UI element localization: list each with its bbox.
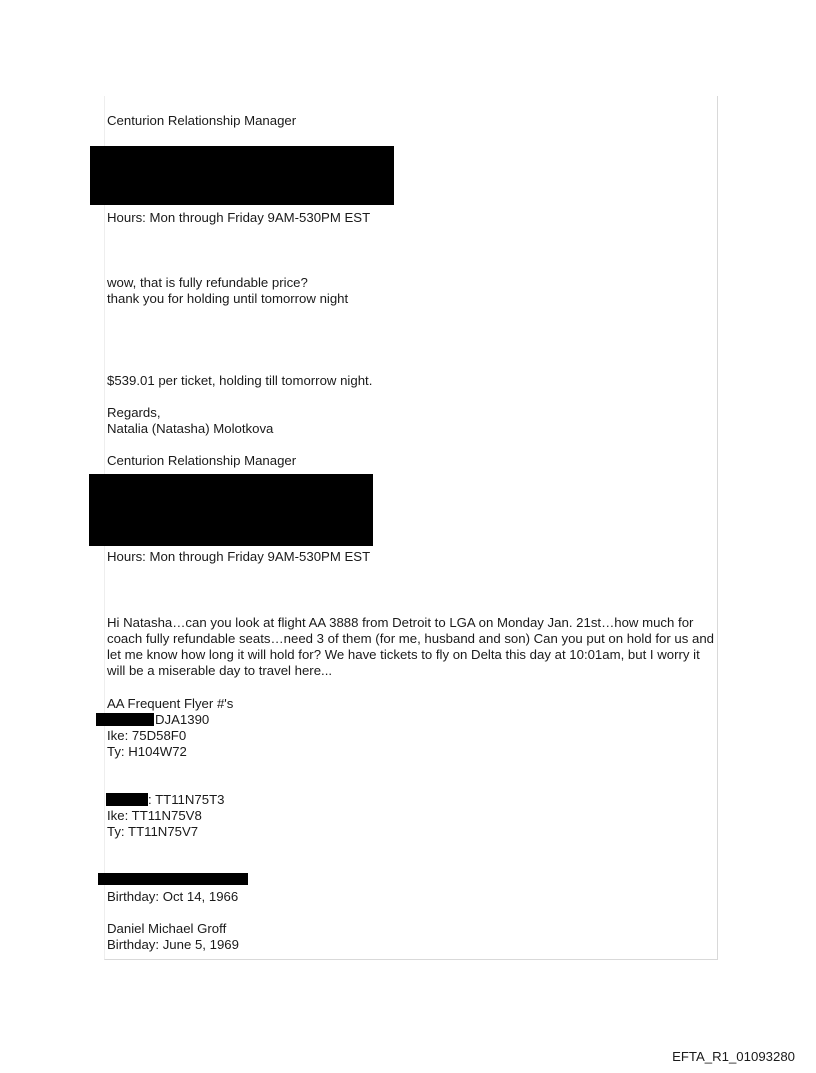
sender-name: Natalia (Natasha) Molotkova [107, 421, 274, 436]
redaction-block [90, 146, 394, 205]
ff-number-3: Ty: H104W72 [107, 744, 187, 759]
traveler-number-2: Ike: TT11N75V8 [107, 808, 202, 823]
birthday-1: Birthday: Oct 14, 1966 [107, 889, 239, 904]
regards-line: Regards, [107, 405, 161, 420]
redaction-block-3 [96, 713, 154, 726]
ff-number-2: Ike: 75D58F0 [107, 728, 187, 743]
signature-title: Centurion Relationship Manager [107, 113, 297, 128]
reply-line-1: wow, that is fully refundable price? [107, 275, 308, 290]
signature-hours-2: Hours: Mon through Friday 9AM-530PM EST [107, 549, 371, 564]
document-id: EFTA_R1_01093280 [672, 1049, 795, 1064]
reply-line-2: thank you for holding until tomorrow night [107, 291, 349, 306]
price-line: $539.01 per ticket, holding till tomorrow night. [107, 373, 373, 388]
ff-number-1: DJA1390 [155, 712, 210, 727]
redaction-block-5 [98, 873, 248, 885]
request-body: Hi Natasha…can you look at flight AA 3888 from Detroit to LGA on Monday Jan. 21st…how much for coach fully refundable seats…need 3 of them (for me, husband and son) Can you put on hold for us and let me know how long it will hold for? We have tickets to fly on Delta this day at 10:01am, but I worry it will be a miserable day to travel here... [107, 615, 715, 678]
signature-title-2: Centurion Relationship Manager [107, 453, 297, 468]
traveler-number-1: : TT11N75T3 [148, 792, 225, 807]
birthday-2: Birthday: June 5, 1969 [107, 937, 239, 952]
ff-heading: AA Frequent Flyer #'s [107, 696, 234, 711]
person-name-2: Daniel Michael Groff [107, 921, 227, 936]
traveler-number-3: Ty: TT11N75V7 [107, 824, 199, 839]
redaction-block-2 [89, 474, 373, 546]
signature-hours: Hours: Mon through Friday 9AM-530PM EST [107, 210, 371, 225]
redaction-block-4 [106, 793, 148, 806]
